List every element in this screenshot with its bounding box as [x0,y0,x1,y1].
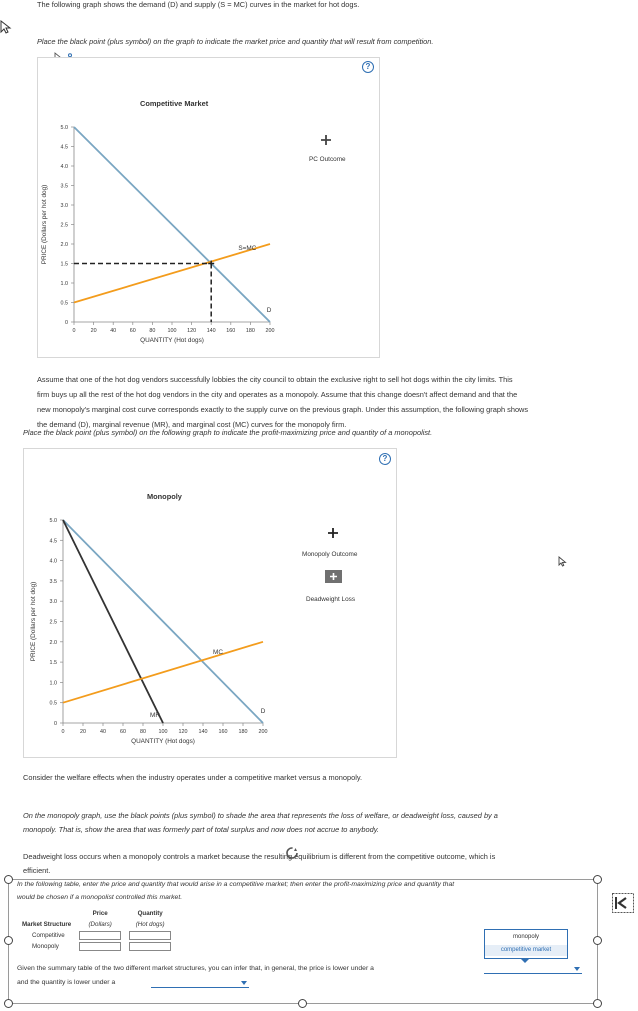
resize-handle-middle-left[interactable] [4,936,13,945]
x-tick-label: 120 [187,328,197,334]
x-tick-label: 20 [80,729,86,735]
y-tick-label: 4.0 [49,558,57,565]
resize-handle-bottom-center[interactable] [298,999,307,1008]
dropdown-option-competitive-market[interactable]: competitive market [485,945,567,956]
x-tick-label: 100 [158,729,168,735]
y-tick-label: 0.5 [60,300,68,307]
pc-outcome-plus-icon[interactable] [320,134,332,146]
resize-handle-middle-right[interactable] [593,936,602,945]
x-tick-label: 20 [90,328,97,334]
intro-text: The following graph shows the demand (D) and supply (S = MC) curves in the market for hot dogs. [37,0,360,9]
table-row [18,941,175,952]
table-header-row [18,908,175,919]
demand-curve-label: D [260,708,266,715]
mc-curve-label: MC [213,648,223,656]
y-tick-label: 0 [54,721,57,727]
chart1-title: Competitive Market [140,99,209,108]
x-tick-label: 100 [167,328,177,334]
y-tick-label: 1.5 [49,660,57,667]
demand-curve-label: D [266,307,272,314]
x-tick-label: 80 [140,729,146,735]
resize-handle-bottom-left[interactable] [4,999,13,1008]
help-icon-2[interactable]: ? [379,453,391,465]
instruction-1: Place the black point (plus symbol) on the graph to indicate the market price and quantity that will result from competition. [37,37,434,46]
monopoly-outcome-label: Monopoly Outcome [302,551,358,558]
y-tick-label: 1.0 [49,680,57,687]
header-price-unit: (Dollars) [88,921,112,928]
side-widget-icon[interactable] [612,893,634,913]
y-tick-label: 4.5 [49,538,57,545]
x-axis-label: QUANTITY (Hot dogs) [131,738,195,745]
paragraph2-line1: Assume that one of the hot dog vendors successfully lobbies the city council to obtain the exclusive right to sell hot dogs within the city limits. This [37,375,513,384]
y-tick-label: 2.5 [60,222,68,229]
x-tick-label: 40 [110,328,117,334]
x-tick-label: 180 [238,729,248,735]
paragraph2-line3: new monopoly's marginal cost curve corresponds exactly to the supply curve on the previous graph. Under this assumption, the following graph shows [37,405,529,414]
y-tick-label: 5.0 [60,125,68,131]
x-tick-label: 80 [149,328,156,334]
header-structure: Market Structure [22,921,72,928]
competitive-market-chart[interactable] [37,110,287,355]
series-line-mr [63,520,163,723]
x-tick-label: 160 [226,328,236,334]
x-tick-label: 0 [61,729,65,735]
pointer-cursor-icon [0,20,12,34]
x-tick-label: 160 [218,729,228,735]
table-subheader-row [18,919,175,930]
resize-handle-bottom-right[interactable] [593,999,602,1008]
y-tick-label: 3.0 [60,203,68,209]
header-price: Price [92,910,108,917]
y-tick-label: 0.5 [49,700,57,707]
chevron-down-icon [574,967,580,971]
summary-line-1: Given the summary table of the two different market structures, you can infer that, in general, the price is lower under a [17,965,374,972]
x-tick-label: 140 [206,328,216,334]
monopoly-outcome-plus-icon[interactable] [327,527,339,539]
competitive-quantity-input[interactable] [129,931,171,940]
competitive-price-input[interactable] [79,931,121,940]
deadweight-loss-swatch-icon[interactable] [325,570,342,583]
table-instruction-1: In the following table, enter the price and quantity that would arise in a competitive market; then enter the profit-maximizing price and quantity that [17,881,455,888]
y-axis-label: PRICE (Dollars per hot dog) [30,581,37,662]
y-tick-label: 2.5 [49,619,57,626]
y-axis-label: PRICE (Dollars per hot dog) [41,184,48,265]
x-tick-label: 120 [178,729,188,735]
monopoly-price-input[interactable] [79,942,121,951]
instruction-2: Place the black point (plus symbol) on the following graph to indicate the profit-maximizing price and quantity of a monopolist. [23,428,433,437]
y-tick-label: 4.5 [60,144,68,151]
header-quantity-unit: (Hot dogs) [135,921,165,928]
series-line-d [63,520,263,723]
monopoly-quantity-input[interactable] [129,942,171,951]
y-tick-label: 2.0 [49,639,57,646]
mr-curve-label: MR [150,712,160,719]
instruction-3-line2: monopoly. That is, show the area that was formerly part of total surplus and now does not accrue to anybody. [23,825,379,834]
x-tick-label: 60 [129,328,136,334]
x-tick-label: 180 [245,328,255,334]
x-tick-label: 0 [72,328,76,334]
dwl-sentence: Deadweight loss occurs when a monopoly controls a market because the resulting equilibrium is different from the competitive outcome, which is [23,852,496,861]
y-tick-label: 3.5 [49,578,57,585]
x-tick-label: 40 [100,729,106,735]
series-line-d [74,127,270,322]
paragraph2-line4: the demand (D), marginal revenue (MR), and marginal cost (MC) curves for the monopoly firm. [37,420,347,429]
welfare-text: Consider the welfare effects when the industry operates under a competitive market versus a monopoly. [23,773,363,782]
dropdown-option-monopoly[interactable]: monopoly [512,934,539,940]
deadweight-loss-label: Deadweight Loss [306,596,356,603]
y-tick-label: 2.0 [60,242,68,248]
row-label-competitive: Competitive [32,932,65,939]
table-row [18,930,175,941]
x-axis-label: QUANTITY (Hot dogs) [140,337,204,344]
chart2-title: Monopoly [147,492,182,501]
x-tick-label: 200 [258,729,268,735]
chevron-down-icon [241,981,247,985]
quantity-lower-dropdown[interactable] [151,978,249,988]
summary-table [18,908,175,952]
mouse-cursor-icon [558,556,567,567]
y-tick-label: 0 [65,320,68,326]
resize-handle-top-left[interactable] [4,875,13,884]
paragraph2-line2: firm buys up all the rest of the hot dog vendors in the city and operates as a monopoly. Assume that this change doesn't affect demand and that the [37,390,518,399]
refresh-overlay-icon[interactable] [285,846,299,860]
summary-line-2: and the quantity is lower under a [17,979,116,986]
x-tick-label: 140 [198,729,208,735]
row-label-monopoly: Monopoly [32,943,59,950]
pc-outcome-label: PC Outcome [309,156,346,163]
y-tick-label: 3.0 [49,599,57,606]
table-instruction-2: would be chosen if a monopolist controlled this market. [17,894,183,901]
x-tick-label: 200 [265,328,275,334]
instruction-3-line1: On the monopoly graph, use the black points (plus symbol) to shade the area that represents the loss of welfare, or deadweight loss, caused by a [23,811,498,820]
resize-handle-top-right[interactable] [593,875,602,884]
supply-curve-label: S=MC [238,244,257,252]
monopoly-chart[interactable] [23,505,278,750]
y-tick-label: 4.0 [60,164,68,170]
header-quantity: Quantity [137,910,163,917]
y-tick-label: 3.5 [60,183,68,190]
price-lower-dropdown[interactable] [484,964,582,974]
y-tick-label: 1.0 [60,281,68,287]
y-tick-label: 5.0 [49,518,57,524]
help-icon[interactable]: ? [362,61,374,73]
y-tick-label: 1.5 [60,261,68,268]
dwl-sentence-end: efficient. [23,866,51,875]
x-tick-label: 60 [120,729,126,735]
